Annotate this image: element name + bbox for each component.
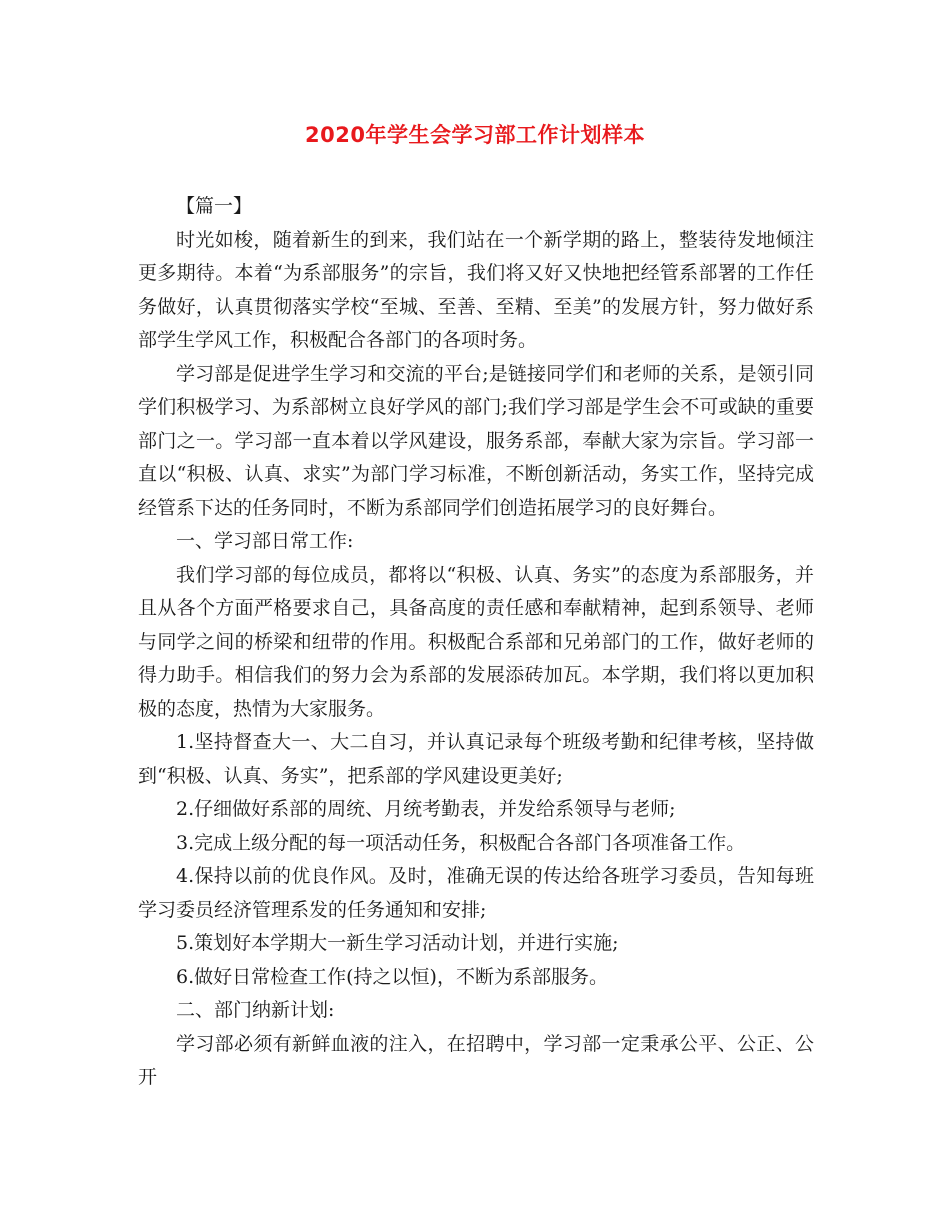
paragraph-recruitment: 学习部必须有新鲜血液的注入，在招聘中，学习部一定秉承公平、公正、公开 bbox=[138, 1032, 814, 1088]
list-item-1: 1.坚持督查大一、大二自习，并认真记录每个班级考勤和纪律考核，坚持做到“积极、认真、务实”，把系部的学风建设更美好; bbox=[138, 731, 814, 787]
section-heading-part-one: 【篇一】 bbox=[176, 195, 253, 217]
list-item-5: 5.策划好本学期大一新生学习活动计划，并进行实施; bbox=[176, 932, 619, 954]
paragraph-department-role: 学习部是促进学生学习和交流的平台;是链接同学们和老师的关系，是领引同学们积极学习、为系部树立良好学风的部门;我们学习部是学生会不可或缺的重要部门之一。学习部一直本着以学风建设，服务系部，奉献大家为宗旨。学习部一直以“积极、认真、求实”为部门学习标准，不断创新活动，务实工作，坚持完成经管系下达的任务同时，不断为系部同学们创造拓展学习的良好舞台。 bbox=[138, 362, 814, 519]
section-heading-recruitment: 二、部门纳新计划: bbox=[176, 999, 335, 1021]
document-title: 2020年学生会学习部工作计划样本 bbox=[305, 123, 645, 147]
list-item-3: 3.完成上级分配的每一项活动任务，积极配合各部门各项准备工作。 bbox=[176, 831, 746, 854]
paragraph-intro: 时光如梭，随着新生的到来，我们站在一个新学期的路上，整装待发地倾注更多期待。本着“为系部服务”的宗旨，我们将又好又快地把经管系部署的工作任务做好，认真贯彻落实学校“至城、至善、至精、至美”的发展方针，努力做好系部学生学风工作，积极配合各部门的各项时务。 bbox=[138, 228, 814, 351]
paragraph-daily-work: 我们学习部的每位成员，都将以“积极、认真、务实”的态度为系部服务，并且从各个方面严格要求自己，具备高度的责任感和奉献精神，起到系领导、老师与同学之间的桥梁和纽带的作用。积极配合系部和兄弟部门的工作，做好老师的得力助手。相信我们的努力会为系部的发展添砖加瓦。本学期，我们将以更加积极的态度，热情为大家服务。 bbox=[138, 563, 814, 720]
section-heading-daily-work: 一、学习部日常工作: bbox=[176, 530, 354, 552]
list-item-2: 2.仔细做好系部的周统、月统考勤表，并发给系领导与老师; bbox=[176, 798, 676, 820]
list-item-6: 6.做好日常检查工作(持之以恒)，不断为系部服务。 bbox=[176, 965, 608, 988]
document-body bbox=[138, 190, 814, 1095]
list-item-4: 4.保持以前的优良作风。及时，准确无误的传达给各班学习委员，告知每班学习委员经济管理系发的任务通知和安排; bbox=[138, 865, 814, 921]
